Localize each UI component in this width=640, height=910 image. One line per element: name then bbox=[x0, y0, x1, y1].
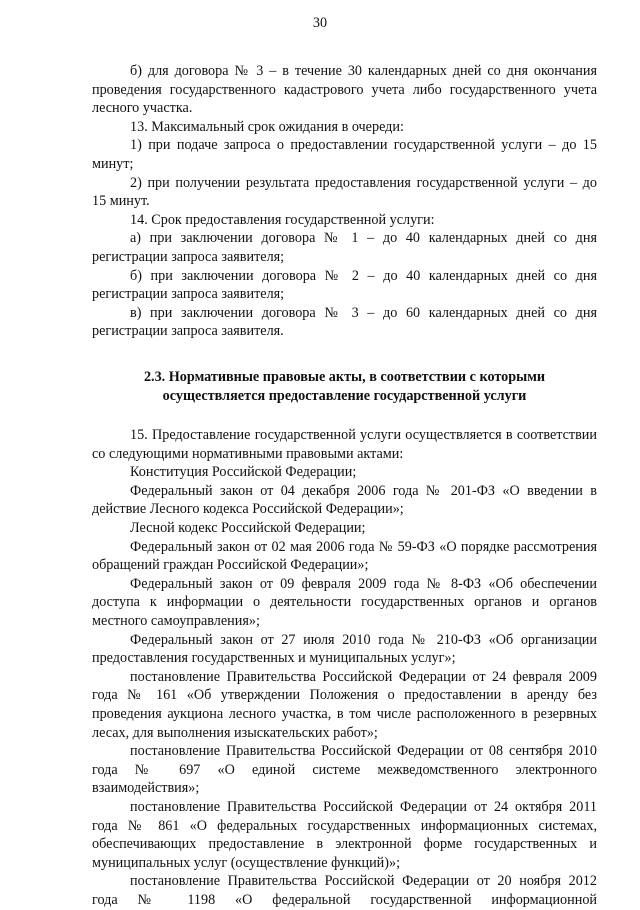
paragraph: Конституция Российской Федерации; bbox=[130, 464, 357, 481]
paragraph: б) для договора № 3 – в течение 30 календарных дней со дня окончания проведения государственного кадастрового учета либо государственного учета лесного участка. bbox=[92, 63, 597, 117]
paragraph: Федеральный закон от 09 февраля 2009 года № 8-ФЗ «Об обеспечении доступа к информации о деятельности государственных органов и органов местного самоуправления»; bbox=[92, 575, 597, 630]
page-number: 30 bbox=[312, 15, 328, 31]
paragraph: 13. Максимальный срок ожидания в очереди: bbox=[130, 118, 404, 135]
paragraph: Лесной кодекс Российской Федерации; bbox=[130, 520, 366, 537]
paragraph: б) при заключении договора № 2 – до 40 календарных дней со дня регистрации запроса заявителя; bbox=[92, 267, 597, 303]
paragraph: 2) при получении результата предоставления государственной услуги – до 15 минут. bbox=[92, 174, 597, 210]
document-body bbox=[92, 62, 597, 910]
paragraph: 1) при подаче запроса о предоставлении государственной услуги – до 15 минут; bbox=[92, 137, 597, 172]
paragraph: постановление Правительства Российской Федерации от 24 февраля 2009 года № 161 «Об утверждении Положения о предоставлении в аренду без проведения аукциона лесного участка, в том числе расположенного в резервных лесах, для выполнения изыскательских работ»; bbox=[92, 668, 597, 741]
paragraph: постановление Правительства Российской Федерации от 24 октября 2011 года № 861 «О федеральных государственных информационных системах, обеспечивающих предоставление в электронной форме государственных и муниципальных услуг (осуществление функций)»; bbox=[92, 798, 597, 871]
paragraph: Федеральный закон от 27 июля 2010 года № 210-ФЗ «Об организации предоставления государственных и муниципальных услуг»; bbox=[92, 631, 597, 667]
paragraph: Федеральный закон от 02 мая 2006 года № 59-ФЗ «О порядке рассмотрения обращений граждан Российской Федерации»; bbox=[92, 538, 597, 574]
paragraph: 14. Срок предоставления государственной услуги: bbox=[130, 211, 435, 228]
paragraph: постановление Правительства Российской Федерации от 20 ноября 2012 года № 1198 «О федеральной государственной информационной bbox=[92, 873, 597, 908]
paragraph: Федеральный закон от 04 декабря 2006 года № 201-ФЗ «О введении в действие Лесного кодекса Российской Федерации»; bbox=[92, 482, 597, 518]
paragraph: постановление Правительства Российской Федерации от 08 сентября 2010 года № 697 «О единой системе межведомственного электронного взаимодействия»; bbox=[92, 743, 597, 797]
paragraph: в) при заключении договора № 3 – до 60 календарных дней со дня регистрации запроса заявителя. bbox=[92, 304, 597, 340]
paragraph: а) при заключении договора № 1 – до 40 календарных дней со дня регистрации запроса заявителя; bbox=[92, 230, 597, 265]
paragraph: 15. Предоставление государственной услуги осуществляется в соответствии со следующими нормативными правовыми актами: bbox=[92, 427, 597, 462]
section-heading: 2.3. Нормативные правовые акты, в соответствии с которыми осуществляется предоставление государственной услуги bbox=[143, 368, 546, 404]
